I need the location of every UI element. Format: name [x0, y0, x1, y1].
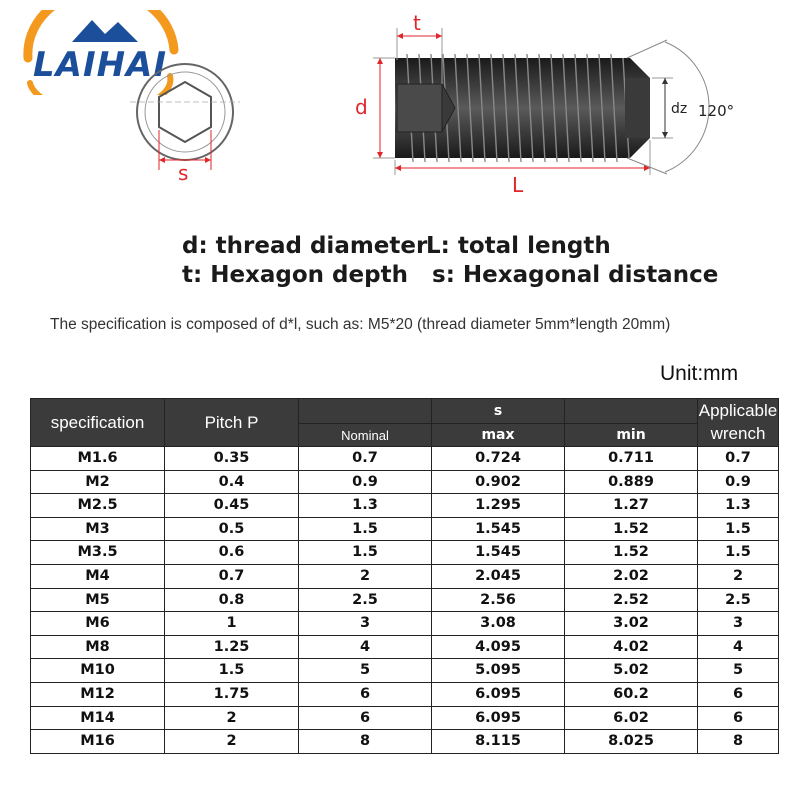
cell-pitch: 0.35: [165, 447, 299, 471]
cell-spec: M2: [31, 470, 165, 494]
cell-wrench: 2.5: [698, 588, 779, 612]
header-pitch: Pitch P: [165, 399, 299, 447]
spec-table: [30, 398, 779, 754]
cell-nominal: 6: [299, 682, 432, 706]
table-row: [31, 682, 779, 706]
cell-max: 0.724: [432, 447, 565, 471]
cell-nominal: 6: [299, 706, 432, 730]
cell-spec: M5: [31, 588, 165, 612]
cell-wrench: 2: [698, 564, 779, 588]
cell-pitch: 1.5: [165, 659, 299, 683]
cell-max: 2.56: [432, 588, 565, 612]
cell-max: 2.045: [432, 564, 565, 588]
table-row: [31, 470, 779, 494]
header-s: s: [432, 399, 565, 424]
cell-wrench: 1.5: [698, 541, 779, 565]
cell-wrench: 4: [698, 635, 779, 659]
cell-pitch: 1.25: [165, 635, 299, 659]
header-blank-2: [565, 399, 698, 424]
legend-d: d: thread diameter: [182, 233, 428, 259]
cell-max: 4.095: [432, 635, 565, 659]
legend-t: t: Hexagon depth: [182, 262, 408, 288]
cell-pitch: 2: [165, 706, 299, 730]
header-min: min: [565, 424, 698, 447]
cell-max: 1.295: [432, 494, 565, 518]
label-t: t: [413, 11, 421, 35]
cell-min: 5.02: [565, 659, 698, 683]
cell-pitch: 0.45: [165, 494, 299, 518]
table-row: [31, 659, 779, 683]
cell-max: 8.115: [432, 730, 565, 754]
cell-spec: M1.6: [31, 447, 165, 471]
cell-min: 60.2: [565, 682, 698, 706]
cell-pitch: 1.75: [165, 682, 299, 706]
table-row: [31, 588, 779, 612]
cell-pitch: 1: [165, 612, 299, 636]
cell-max: 3.08: [432, 612, 565, 636]
cell-wrench: 0.7: [698, 447, 779, 471]
cell-min: 8.025: [565, 730, 698, 754]
cell-nominal: 0.7: [299, 447, 432, 471]
cell-spec: M10: [31, 659, 165, 683]
cell-max: 1.545: [432, 541, 565, 565]
cell-nominal: 1.5: [299, 541, 432, 565]
cell-wrench: 1.5: [698, 517, 779, 541]
cell-wrench: 8: [698, 730, 779, 754]
table-row: [31, 730, 779, 754]
label-L: L: [512, 173, 524, 195]
table-row: [31, 612, 779, 636]
cell-pitch: 2: [165, 730, 299, 754]
unit-label: Unit:mm: [660, 362, 739, 385]
label-dz: dz: [671, 101, 688, 117]
label-s: s: [178, 161, 189, 185]
table-row: [31, 635, 779, 659]
cell-spec: M2.5: [31, 494, 165, 518]
cell-max: 1.545: [432, 517, 565, 541]
cell-spec: M3.5: [31, 541, 165, 565]
table-row: [31, 447, 779, 471]
set-screw-side-view: [355, 10, 785, 195]
spec-table-body: [31, 447, 779, 754]
cell-nominal: 2: [299, 564, 432, 588]
table-row: [31, 517, 779, 541]
logo-text: LAIHAI: [32, 45, 168, 85]
table-row: [31, 706, 779, 730]
cell-min: 4.02: [565, 635, 698, 659]
cell-min: 0.711: [565, 447, 698, 471]
cell-spec: M14: [31, 706, 165, 730]
cell-min: 2.02: [565, 564, 698, 588]
cell-pitch: 0.8: [165, 588, 299, 612]
cell-min: 0.889: [565, 470, 698, 494]
cell-min: 3.02: [565, 612, 698, 636]
cell-max: 6.095: [432, 682, 565, 706]
legend-L: L: total length: [426, 233, 611, 259]
header-blank: [299, 399, 432, 424]
legend-s: s: Hexagonal distance: [432, 262, 719, 288]
cell-nominal: 8: [299, 730, 432, 754]
table-row: [31, 564, 779, 588]
cell-wrench: 3: [698, 612, 779, 636]
cell-spec: M12: [31, 682, 165, 706]
cell-pitch: 0.6: [165, 541, 299, 565]
cell-nominal: 3: [299, 612, 432, 636]
header-specification: specification: [31, 399, 165, 447]
cell-nominal: 4: [299, 635, 432, 659]
cell-spec: M16: [31, 730, 165, 754]
cell-spec: M8: [31, 635, 165, 659]
cell-pitch: 0.7: [165, 564, 299, 588]
cell-nominal: 1.5: [299, 517, 432, 541]
header-wrench: Applicable wrench: [698, 399, 779, 447]
label-d: d: [355, 95, 368, 119]
cell-wrench: 6: [698, 682, 779, 706]
cell-max: 5.095: [432, 659, 565, 683]
spec-note: The specification is composed of d*l, such as: M5*20 (thread diameter 5mm*length 20mm): [50, 316, 671, 333]
cell-min: 2.52: [565, 588, 698, 612]
header-max: max: [432, 424, 565, 447]
hex-socket-end-view: [120, 60, 250, 190]
cell-spec: M6: [31, 612, 165, 636]
cell-wrench: 1.3: [698, 494, 779, 518]
cell-spec: M3: [31, 517, 165, 541]
cell-spec: M4: [31, 564, 165, 588]
table-row: [31, 541, 779, 565]
cell-max: 0.902: [432, 470, 565, 494]
cell-max: 6.095: [432, 706, 565, 730]
cell-nominal: 0.9: [299, 470, 432, 494]
label-angle: 120°: [698, 102, 735, 120]
cell-nominal: 1.3: [299, 494, 432, 518]
cell-nominal: 2.5: [299, 588, 432, 612]
cell-pitch: 0.4: [165, 470, 299, 494]
header-nominal: Nominal: [299, 424, 432, 447]
cell-wrench: 6: [698, 706, 779, 730]
cell-min: 1.27: [565, 494, 698, 518]
cell-pitch: 0.5: [165, 517, 299, 541]
table-row: [31, 494, 779, 518]
cell-wrench: 0.9: [698, 470, 779, 494]
cell-min: 1.52: [565, 541, 698, 565]
cell-wrench: 5: [698, 659, 779, 683]
cell-nominal: 5: [299, 659, 432, 683]
cell-min: 1.52: [565, 517, 698, 541]
cell-min: 6.02: [565, 706, 698, 730]
